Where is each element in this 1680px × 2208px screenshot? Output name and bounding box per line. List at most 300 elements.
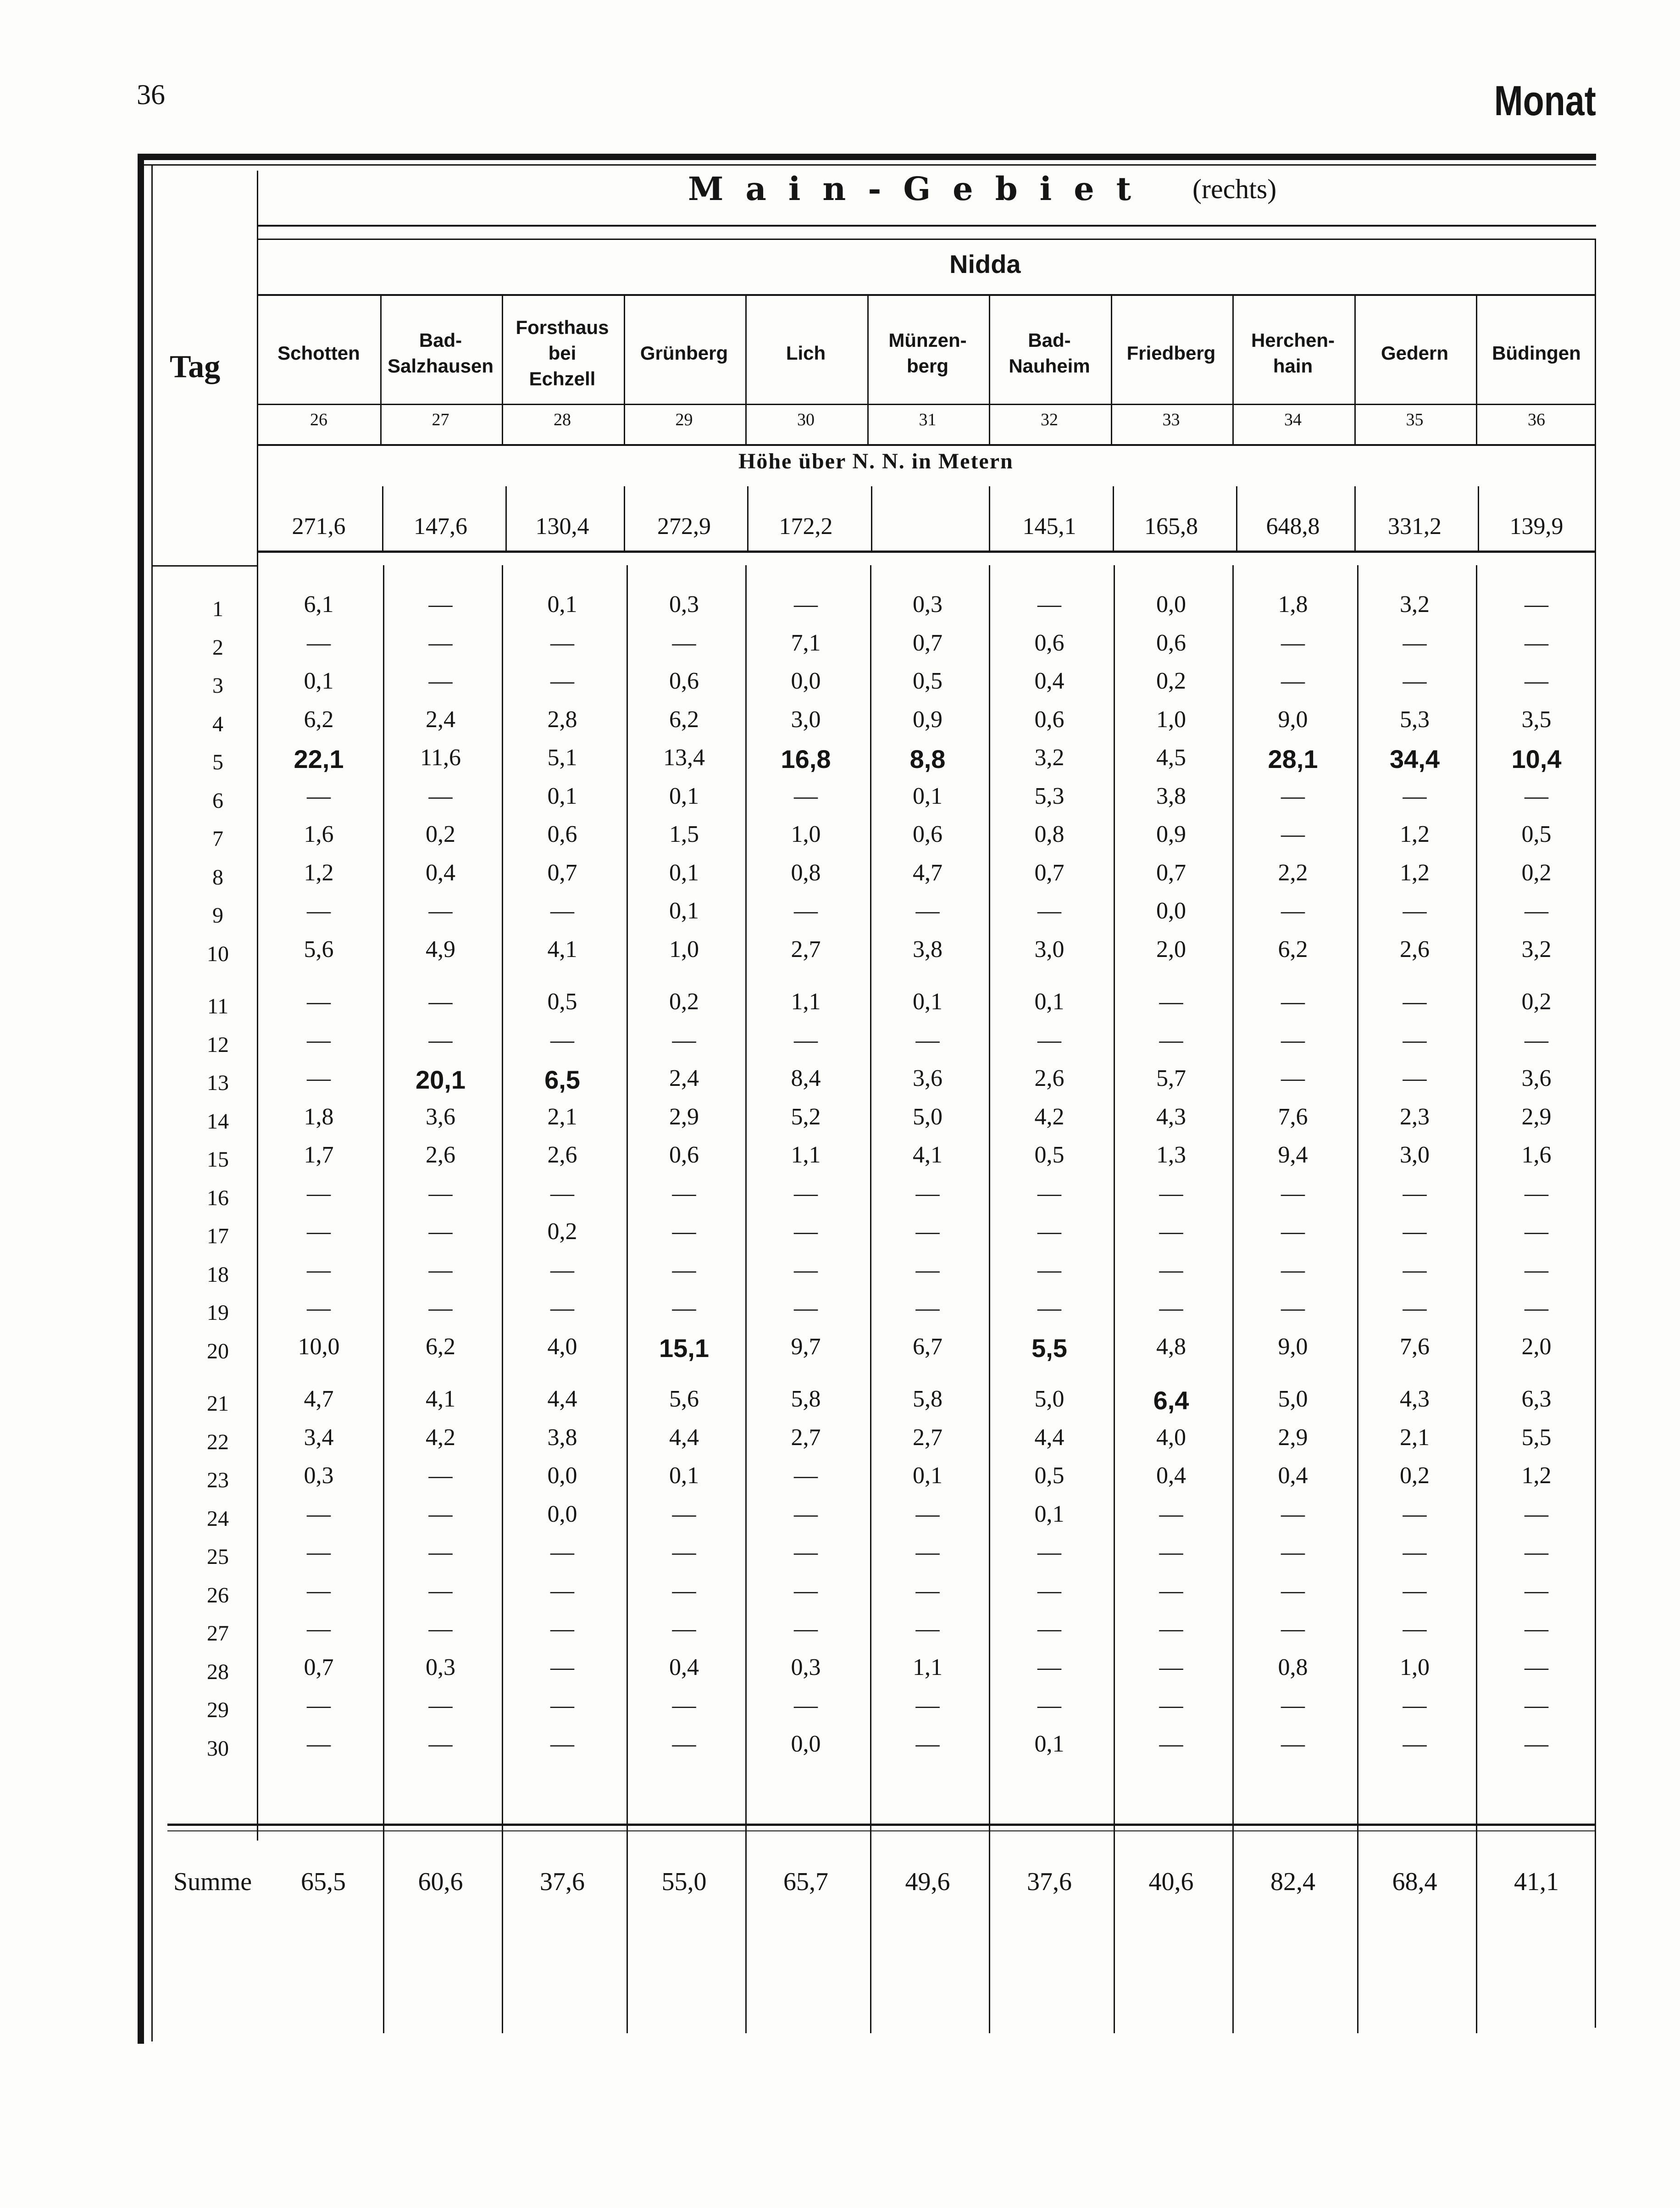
table-cell: 0,1 [304, 668, 334, 694]
day-number: 23 [207, 1468, 229, 1492]
sum-cell: 65,5 [301, 1868, 346, 1896]
table-cell: — [1403, 1501, 1427, 1527]
day-number: 19 [207, 1301, 229, 1325]
table-cell: — [307, 989, 331, 1015]
table-cell: 0,2 [1156, 668, 1186, 694]
station-header [1111, 303, 1232, 404]
table-cell: — [1281, 668, 1305, 694]
table-cell: 2,4 [426, 706, 455, 733]
table-cell: 3,2 [1521, 936, 1552, 962]
sum-cell: 37,6 [540, 1868, 585, 1896]
table-cell: 2,4 [669, 1065, 699, 1091]
day-number: 18 [207, 1262, 229, 1287]
table-cell: — [307, 1616, 331, 1642]
table-cell: 9,4 [1278, 1142, 1308, 1168]
table-cell: — [1525, 1027, 1548, 1053]
table-cell: — [1403, 1027, 1427, 1053]
station-name-line: berg [906, 355, 948, 377]
table-cell: — [1403, 1218, 1427, 1245]
table-cell: — [672, 1501, 696, 1527]
table-cell: 1,8 [1278, 591, 1308, 617]
table-cell: — [307, 1577, 331, 1604]
table-cell: 5,5 [1031, 1333, 1067, 1363]
table-cell: — [1037, 1577, 1061, 1604]
table-cell: 1,2 [1400, 821, 1430, 847]
rule-above-numbers [258, 404, 1596, 405]
day-number: 30 [207, 1736, 229, 1761]
day-number: 24 [207, 1506, 229, 1531]
table-cell: 2,6 [1034, 1065, 1065, 1091]
table-cell: 7,6 [1400, 1333, 1430, 1360]
table-cell: 4,8 [1156, 1333, 1186, 1360]
table-cell: 28,1 [1268, 745, 1318, 773]
table-cell: — [307, 1065, 331, 1091]
table-cell: — [1281, 989, 1305, 1015]
table-cell: 0,2 [1521, 859, 1552, 886]
table-cell: — [1281, 1027, 1305, 1053]
day-number: 29 [207, 1698, 229, 1722]
table-cell: 6,4 [1153, 1386, 1189, 1415]
table-cell: 0,6 [913, 821, 943, 847]
table-cell: — [1281, 821, 1305, 847]
station-name [1492, 340, 1581, 366]
table-cell: 3,0 [1400, 1142, 1430, 1168]
day-number: 10 [207, 941, 229, 966]
table-cell: 0,3 [304, 1463, 334, 1489]
station-number: 33 [1162, 410, 1180, 429]
table-cell: — [1037, 1295, 1061, 1321]
table-cell: — [1403, 1616, 1427, 1642]
table-cell: 4,0 [1156, 1424, 1186, 1451]
day-number: 1 [212, 597, 223, 621]
station-header [1232, 303, 1353, 404]
station-number: 27 [432, 410, 449, 429]
table-cell: — [1525, 668, 1548, 694]
day-number: 4 [212, 712, 223, 736]
table-cell: — [794, 898, 818, 924]
table-cell: 0,1 [1034, 1730, 1065, 1757]
table-cell: 0,9 [913, 706, 943, 733]
table-cell: — [1037, 1692, 1061, 1719]
table-cell: 4,4 [1034, 1424, 1065, 1451]
table-cell: 1,2 [1521, 1463, 1552, 1489]
day-number: 27 [207, 1621, 229, 1646]
station-elevation: 165,8 [1144, 513, 1198, 539]
table-cell: — [1281, 1501, 1305, 1527]
table-cell: 0,7 [1156, 859, 1186, 886]
table-cell: 2,9 [669, 1103, 699, 1130]
table-cell: — [672, 1218, 696, 1245]
table-cell: — [1403, 898, 1427, 924]
table-cell: — [307, 1501, 331, 1527]
table-cell: 20,1 [416, 1065, 466, 1094]
station-name [1009, 328, 1090, 379]
day-number: 21 [207, 1391, 229, 1416]
table-cell: — [794, 1180, 818, 1207]
table-cell: — [794, 1295, 818, 1321]
station-number: 31 [919, 410, 937, 429]
station-header [1354, 303, 1475, 404]
table-cell: — [672, 1577, 696, 1604]
table-cell: 3,6 [1521, 1065, 1552, 1091]
table-cell: — [1159, 1180, 1183, 1207]
table-cell: 0,2 [547, 1218, 577, 1245]
table-cell: — [428, 1463, 453, 1489]
table-cell: 5,3 [1400, 706, 1430, 733]
table-cell: 5,2 [791, 1103, 821, 1130]
table-cell: — [550, 1730, 574, 1757]
table-cell: 0,3 [426, 1654, 455, 1680]
table-cell: — [307, 783, 331, 809]
table-cell: — [1403, 1065, 1427, 1091]
table-cell: — [794, 783, 818, 809]
table-cell: — [428, 668, 453, 694]
table-cell: 4,2 [426, 1424, 455, 1451]
table-cell: 4,3 [1156, 1103, 1186, 1130]
table-cell: — [1525, 1577, 1548, 1604]
table-cell: — [428, 629, 453, 656]
table-cell: 0,4 [426, 859, 455, 886]
table-cell: 4,2 [1034, 1103, 1065, 1130]
table-cell: 3,4 [304, 1424, 334, 1451]
table-cell: 5,8 [913, 1386, 943, 1412]
region-title: Main-Gebiet [688, 170, 1153, 208]
table-cell: 0,1 [913, 989, 943, 1015]
table-cell: 0,1 [669, 859, 699, 886]
table-cell: 0,5 [1521, 821, 1552, 847]
table-cell: — [428, 1218, 453, 1245]
rule-header-bottom [151, 565, 258, 567]
station-name [388, 328, 493, 379]
table-cell: 5,0 [1278, 1386, 1308, 1412]
table-cell: — [1525, 1730, 1548, 1757]
table-cell: 4,4 [547, 1386, 577, 1412]
table-cell: — [1525, 783, 1548, 809]
table-cell: — [672, 629, 696, 656]
table-cell: — [428, 898, 453, 924]
table-cell: 1,1 [913, 1654, 943, 1680]
table-cell: 0,7 [304, 1654, 334, 1680]
table-cell: — [307, 1692, 331, 1719]
table-cell: — [1159, 989, 1183, 1015]
station-name [516, 315, 609, 392]
station-elevation: 130,4 [535, 513, 589, 539]
table-cell: 16,8 [781, 745, 831, 773]
table-cell: — [428, 1257, 453, 1283]
table-cell: — [550, 1616, 574, 1642]
station-header [989, 303, 1110, 404]
table-cell: — [1159, 1501, 1183, 1527]
table-cell: 2,1 [547, 1103, 577, 1130]
tag-column-header: Tag [170, 349, 221, 384]
table-cell: 1,2 [1400, 859, 1430, 886]
table-cell: — [1281, 1692, 1305, 1719]
table-cell: 2,9 [1521, 1103, 1552, 1130]
table-cell: 4,7 [913, 859, 943, 886]
table-cell: — [672, 1257, 696, 1283]
table-cell: — [915, 1730, 940, 1757]
table-cell: 6,7 [913, 1333, 943, 1360]
table-cell: 0,0 [791, 668, 821, 694]
table-cell: — [1037, 1654, 1061, 1680]
table-cell: 3,2 [1034, 745, 1065, 771]
table-cell: 0,1 [1034, 989, 1065, 1015]
table-cell: — [428, 989, 453, 1015]
station-name-line: Friedberg [1126, 342, 1216, 364]
table-cell: — [1403, 1180, 1427, 1207]
table-cell: — [307, 1730, 331, 1757]
table-cell: 3,8 [1156, 783, 1186, 809]
sum-cell: 49,6 [905, 1868, 950, 1896]
sum-cell: 55,0 [661, 1868, 707, 1896]
sum-cell: 41,1 [1514, 1868, 1559, 1896]
table-cell: 10,0 [298, 1333, 340, 1360]
table-cell: — [1281, 898, 1305, 924]
table-cell: — [672, 1180, 696, 1207]
sum-row-label: Summe [173, 1868, 252, 1896]
day-number: 15 [207, 1147, 229, 1172]
day-number: 14 [207, 1109, 229, 1134]
table-cell: 9,7 [791, 1333, 821, 1360]
table-cell: 3,0 [791, 706, 821, 733]
table-cell: 0,4 [1156, 1463, 1186, 1489]
river-name: Nidda [949, 250, 1021, 278]
table-cell: — [428, 1501, 453, 1527]
table-cell: — [1281, 783, 1305, 809]
table-left-rule-thin [151, 165, 153, 2041]
table-cell: 2,2 [1278, 859, 1308, 886]
table-cell: — [1159, 1027, 1183, 1053]
table-cell: 0,7 [1034, 859, 1065, 886]
table-cell: 0,4 [1034, 668, 1065, 694]
table-cell: 1,0 [669, 936, 699, 962]
table-cell: 0,0 [791, 1730, 821, 1757]
table-cell: — [794, 1257, 818, 1283]
table-cell: — [550, 629, 574, 656]
station-header [380, 303, 501, 404]
elevation-label: Höhe über N. N. in Metern [738, 449, 1014, 473]
table-cell: 5,0 [1034, 1386, 1065, 1412]
table-cell: 0,5 [1034, 1463, 1065, 1489]
table-cell: 0,1 [669, 783, 699, 809]
column-divider [871, 486, 872, 551]
table-cell: 0,5 [547, 989, 577, 1015]
table-cell: 8,4 [791, 1065, 821, 1091]
table-cell: — [307, 1539, 331, 1565]
table-cell: 2,7 [791, 1424, 821, 1451]
day-number: 25 [207, 1545, 229, 1569]
table-cell: — [1525, 1257, 1548, 1283]
sum-cell: 65,7 [783, 1868, 828, 1896]
table-cell: 5,0 [913, 1103, 943, 1130]
table-cell: — [1281, 1295, 1305, 1321]
day-number: 6 [212, 788, 223, 813]
station-name-line: Lich [786, 342, 826, 364]
table-cell: — [1281, 1180, 1305, 1207]
table-cell: — [428, 591, 453, 617]
table-cell: — [794, 1692, 818, 1719]
table-cell: — [1525, 1295, 1548, 1321]
table-cell: — [1159, 1295, 1183, 1321]
table-cell: 5,6 [304, 936, 334, 962]
table-cell: — [428, 1730, 453, 1757]
table-cell: — [1403, 1539, 1427, 1565]
table-cell: 2,8 [547, 706, 577, 733]
day-number: 12 [207, 1032, 229, 1057]
table-cell: — [1281, 1218, 1305, 1245]
table-cell: — [550, 1257, 574, 1283]
rule-above-sum [167, 1824, 1596, 1826]
table-cell: — [1403, 1730, 1427, 1757]
table-cell: — [1525, 1654, 1548, 1680]
table-cell: 1,0 [1156, 706, 1186, 733]
table-cell: 6,1 [304, 591, 334, 617]
table-cell: 7,1 [791, 629, 821, 656]
station-number: 36 [1528, 410, 1545, 429]
table-cell: — [672, 1692, 696, 1719]
table-cell: 0,0 [1156, 898, 1186, 924]
table-cell: — [428, 1577, 453, 1604]
table-cell: — [1037, 1218, 1061, 1245]
station-number: 29 [675, 410, 693, 429]
day-number: 3 [212, 673, 223, 698]
rule-below-river [258, 239, 1596, 240]
table-cell: — [1403, 668, 1427, 694]
table-cell: 0,8 [1034, 821, 1065, 847]
day-number: 7 [212, 827, 223, 851]
table-cell: 2,9 [1278, 1424, 1308, 1451]
table-cell: 9,0 [1278, 1333, 1308, 1360]
day-number: 5 [212, 750, 223, 774]
table-cell: 1,2 [304, 859, 334, 886]
table-cell: 1,6 [304, 821, 334, 847]
station-header [624, 303, 745, 404]
table-cell: — [1159, 1257, 1183, 1283]
table-cell: — [794, 1027, 818, 1053]
table-cell: 0,2 [669, 989, 699, 1015]
table-cell: — [915, 898, 940, 924]
table-cell: 13,4 [663, 745, 705, 771]
station-header [502, 303, 623, 404]
table-cell: — [1281, 1065, 1305, 1091]
table-cell: 3,5 [1521, 706, 1552, 733]
table-cell: 1,5 [669, 821, 699, 847]
table-cell: 2,3 [1400, 1103, 1430, 1130]
table-cell: 0,8 [1278, 1654, 1308, 1680]
station-number: 30 [797, 410, 815, 429]
table-cell: — [915, 1218, 940, 1245]
station-header [867, 303, 988, 404]
station-name-line: Münzen- [888, 329, 967, 351]
table-cell: — [1525, 1218, 1548, 1245]
table-cell: 6,2 [1278, 936, 1308, 962]
table-cell: — [1037, 1616, 1061, 1642]
table-cell: 0,6 [547, 821, 577, 847]
rule-below-elevation [258, 551, 1596, 553]
table-cell: 2,7 [791, 936, 821, 962]
table-cell: 0,2 [426, 821, 455, 847]
table-cell: 4,1 [913, 1142, 943, 1168]
table-cell: 2,1 [1400, 1424, 1430, 1451]
table-cell: 0,1 [913, 1463, 943, 1489]
table-cell: 6,5 [544, 1065, 580, 1094]
station-name-line: bei [548, 342, 577, 364]
table-cell: — [1159, 1654, 1183, 1680]
table-cell: — [794, 1501, 818, 1527]
table-cell: — [1525, 1501, 1548, 1527]
table-cell: — [550, 1027, 574, 1053]
right-edge-rule [1595, 239, 1596, 2028]
table-cell: — [1281, 1539, 1305, 1565]
table-cell: 3,0 [1034, 936, 1065, 962]
table-cell: 1,7 [304, 1142, 334, 1168]
station-elevation: 145,1 [1022, 513, 1076, 539]
table-left-rule [138, 154, 144, 2044]
station-elevation: 139,9 [1509, 513, 1564, 539]
table-cell: — [1403, 1577, 1427, 1604]
station-name-line: Gedern [1381, 342, 1449, 364]
day-number: 2 [212, 635, 223, 660]
table-cell: 2,6 [426, 1142, 455, 1168]
table-cell: 0,6 [669, 1142, 699, 1168]
region-note: (rechts) [1192, 174, 1277, 204]
station-name-line: Echzell [529, 368, 596, 389]
table-top-rule [138, 154, 1596, 160]
rule-below-river-2 [258, 294, 1596, 296]
station-elevation: 147,6 [414, 513, 467, 539]
table-cell: 0,1 [547, 783, 577, 809]
table-cell: — [1403, 629, 1427, 656]
table-cell: 10,4 [1511, 745, 1562, 773]
table-cell: — [1037, 1180, 1061, 1207]
table-cell: 9,0 [1278, 706, 1308, 733]
table-cell: — [915, 1539, 940, 1565]
table-cell: — [428, 783, 453, 809]
table-cell: — [428, 1295, 453, 1321]
station-number: 35 [1406, 410, 1424, 429]
day-number: 11 [207, 994, 229, 1018]
day-number: 28 [207, 1659, 229, 1684]
table-cell: 0,6 [1034, 629, 1065, 656]
station-elevation: 331,2 [1388, 513, 1442, 539]
rule-below-title [258, 225, 1596, 227]
table-cell: 8,8 [909, 745, 946, 773]
table-cell: 0,9 [1156, 821, 1186, 847]
table-cell: 0,4 [1278, 1463, 1308, 1489]
table-cell: — [428, 1180, 453, 1207]
table-cell: — [550, 1295, 574, 1321]
table-cell: 4,9 [426, 936, 455, 962]
table-cell: — [550, 898, 574, 924]
station-name [277, 340, 360, 366]
table-cell: 4,1 [426, 1386, 455, 1412]
table-cell: 3,6 [426, 1103, 455, 1130]
table-cell: 0,6 [669, 668, 699, 694]
table-top-rule-thin [138, 164, 1596, 166]
table-cell: 4,0 [547, 1333, 577, 1360]
table-cell: — [1525, 1616, 1548, 1642]
table-cell: — [915, 1692, 940, 1719]
table-cell: — [428, 1692, 453, 1719]
table-cell: 0,6 [1156, 629, 1186, 656]
table-cell: 0,1 [913, 783, 943, 809]
table-cell: 0,0 [547, 1463, 577, 1489]
station-name-line: Herchen- [1251, 329, 1335, 351]
table-cell: 0,3 [913, 591, 943, 617]
sum-cell: 60,6 [418, 1868, 463, 1896]
table-cell: 7,6 [1278, 1103, 1308, 1130]
table-cell: — [307, 629, 331, 656]
